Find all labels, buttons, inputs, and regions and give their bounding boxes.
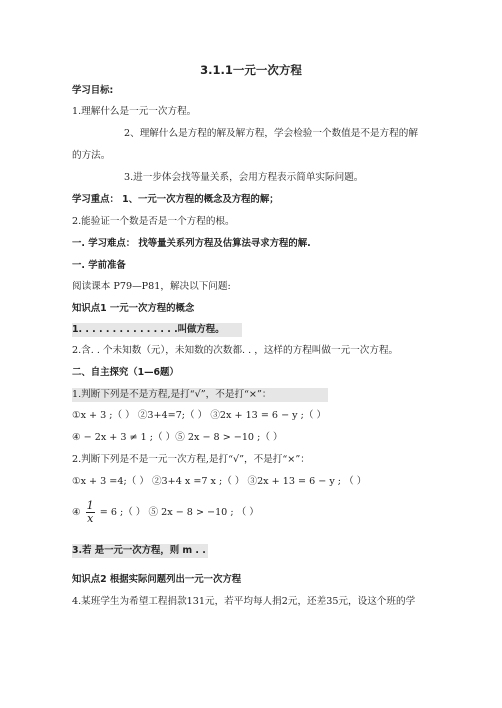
question-2: 2.判断下列是不是一元一次方程,是打“√”，不是打“×”： [72,454,310,465]
preparation-heading: 一. 学前准备 [72,260,126,271]
definition-linear: 2.含. . 个未知数（元），未知数的次数都. . ，这样的方程叫做一元一次方程。 [72,345,399,356]
fraction-numerator: 1 [86,499,94,512]
question-4: 4.某班学生为希望工程捐款131元，若平均每人捐2元，还差35元，设这个班的学 [72,596,416,607]
reading-instruction: 阅读课本 P79—P81，解决以下问题: [72,281,231,292]
definition-equation: 1. . . . . . . . . . . . . . .叫做方程。 [72,323,242,337]
objective-3: 3.进一步体会找等量关系，会用方程表示简单实际问题。 [124,172,364,183]
objective-2: 2、理解什么是方程的解及解方程，学会检验一个数值是不是方程的解 [124,128,418,139]
q1-row-2: ④ − 2x + 3 ≠ 1 ;（ ）⑤ 2x − 8 > −10 ;（ ） [72,432,283,443]
page-title: 3.1.1一元一次方程 [200,63,302,77]
q2-row-1: ①x + 3 =4;（ ） ②3+4 x =7 x ;（ ） ③2x + 13 = 6 − y ; （ ） [72,476,367,487]
q1-row-1: ①x + 3 ;（ ） ②3+4=7;（ ） ③2x + 13 = 6 − y ;（ ） [72,410,327,421]
objectives-heading: 学习目标: [72,85,114,96]
circled-four: ④ [72,507,81,518]
self-study-heading: 二、自主探究（1—6题） [72,367,179,378]
objective-1: 1.理解什么是一元一次方程。 [72,106,197,117]
knowledge-point-2: 知识点2 根据实际问题列出一元一次方程 [72,574,242,585]
fraction [86,500,95,525]
q2-row-2 [72,500,259,525]
question-1: 1.判断下列是不是方程,是打“√”，不是打“×”： [72,388,328,402]
key-point-2: 2.能验证一个数是否是一个方程的根。 [72,216,235,227]
knowledge-point-1: 知识点1 一元一次方程的概念 [72,303,195,314]
question-3: 3.若 是一元一次方程，则 m . . [72,544,208,558]
q2-row-2-rest: = 6 ;（ ） ⑤ 2x − 8 > −10 ; （ ） [99,507,259,518]
difficulties: 一. 学习难点： 找等量关系列方程及估算法寻求方程的解. [72,238,311,249]
objective-2-cont: 的方法。 [72,150,111,161]
key-points: 学习重点： 1、一元一次方程的概念及方程的解； [72,194,279,205]
fraction-denominator: x [87,512,94,525]
